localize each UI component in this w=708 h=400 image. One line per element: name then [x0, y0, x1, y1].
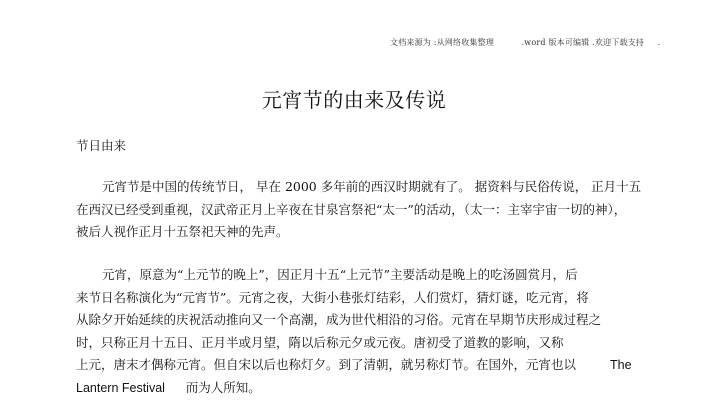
header-dot: .	[657, 38, 661, 47]
paragraph-yuanxiao	[76, 264, 636, 399]
paragraph-line: 元宵节是中国的传统节日， 早在 2000 多年前的西汉时期就有了。 据资料与民俗传说， 正月十五	[102, 179, 642, 194]
header-editable-text: .word 版本可编辑 .欢迎下载支持	[521, 38, 645, 47]
paragraph-line: 被后人视作正月十五祭祀天神的先声。	[76, 224, 289, 239]
paragraph-line-left: 上元，唐末才偶称元宵。但自宋以后也称灯夕。到了清朝，就另称灯节。在国外，元宵也以	[76, 357, 577, 372]
paragraph-line-split	[76, 354, 636, 377]
document-title: 元宵节的由来及传说	[261, 88, 447, 112]
paragraph-line: 在西汉已经受到重视，汉武帝正月上辛夜在甘泉宫祭祀“太一”的活动，（太一：主宰宇宙一切的神），	[76, 201, 627, 217]
paragraph-line-right: The	[610, 358, 632, 372]
paragraph-line: 时，只称正月十五日、正月半或月望，隋以后称元夕或元夜。唐初受了道教的影响，又称	[76, 334, 564, 350]
paragraph-line: Lantern Festival 而为人所知。	[76, 380, 261, 395]
header-source-text: 文档来源为 :从网络收集整理	[390, 38, 495, 47]
header-note	[390, 37, 660, 48]
section-heading: 节日由来	[76, 138, 127, 153]
paragraph-line: 来节日名称演化为“元宵节”。元宵之夜，大街小巷张灯结彩，人们赏灯，猜灯谜，吃元宵，将	[76, 289, 589, 305]
paragraph-origin	[76, 176, 642, 244]
paragraph-line: 元宵，原意为“上元节的晚上”，因正月十五“上元节”主要活动是晚上的吃汤圆赏月，后	[102, 267, 578, 282]
paragraph-line: 从除夕开始延续的庆祝活动推向又一个高潮，成为世代相沿的习俗。元宵在早期节庆形成过程之	[76, 312, 602, 327]
